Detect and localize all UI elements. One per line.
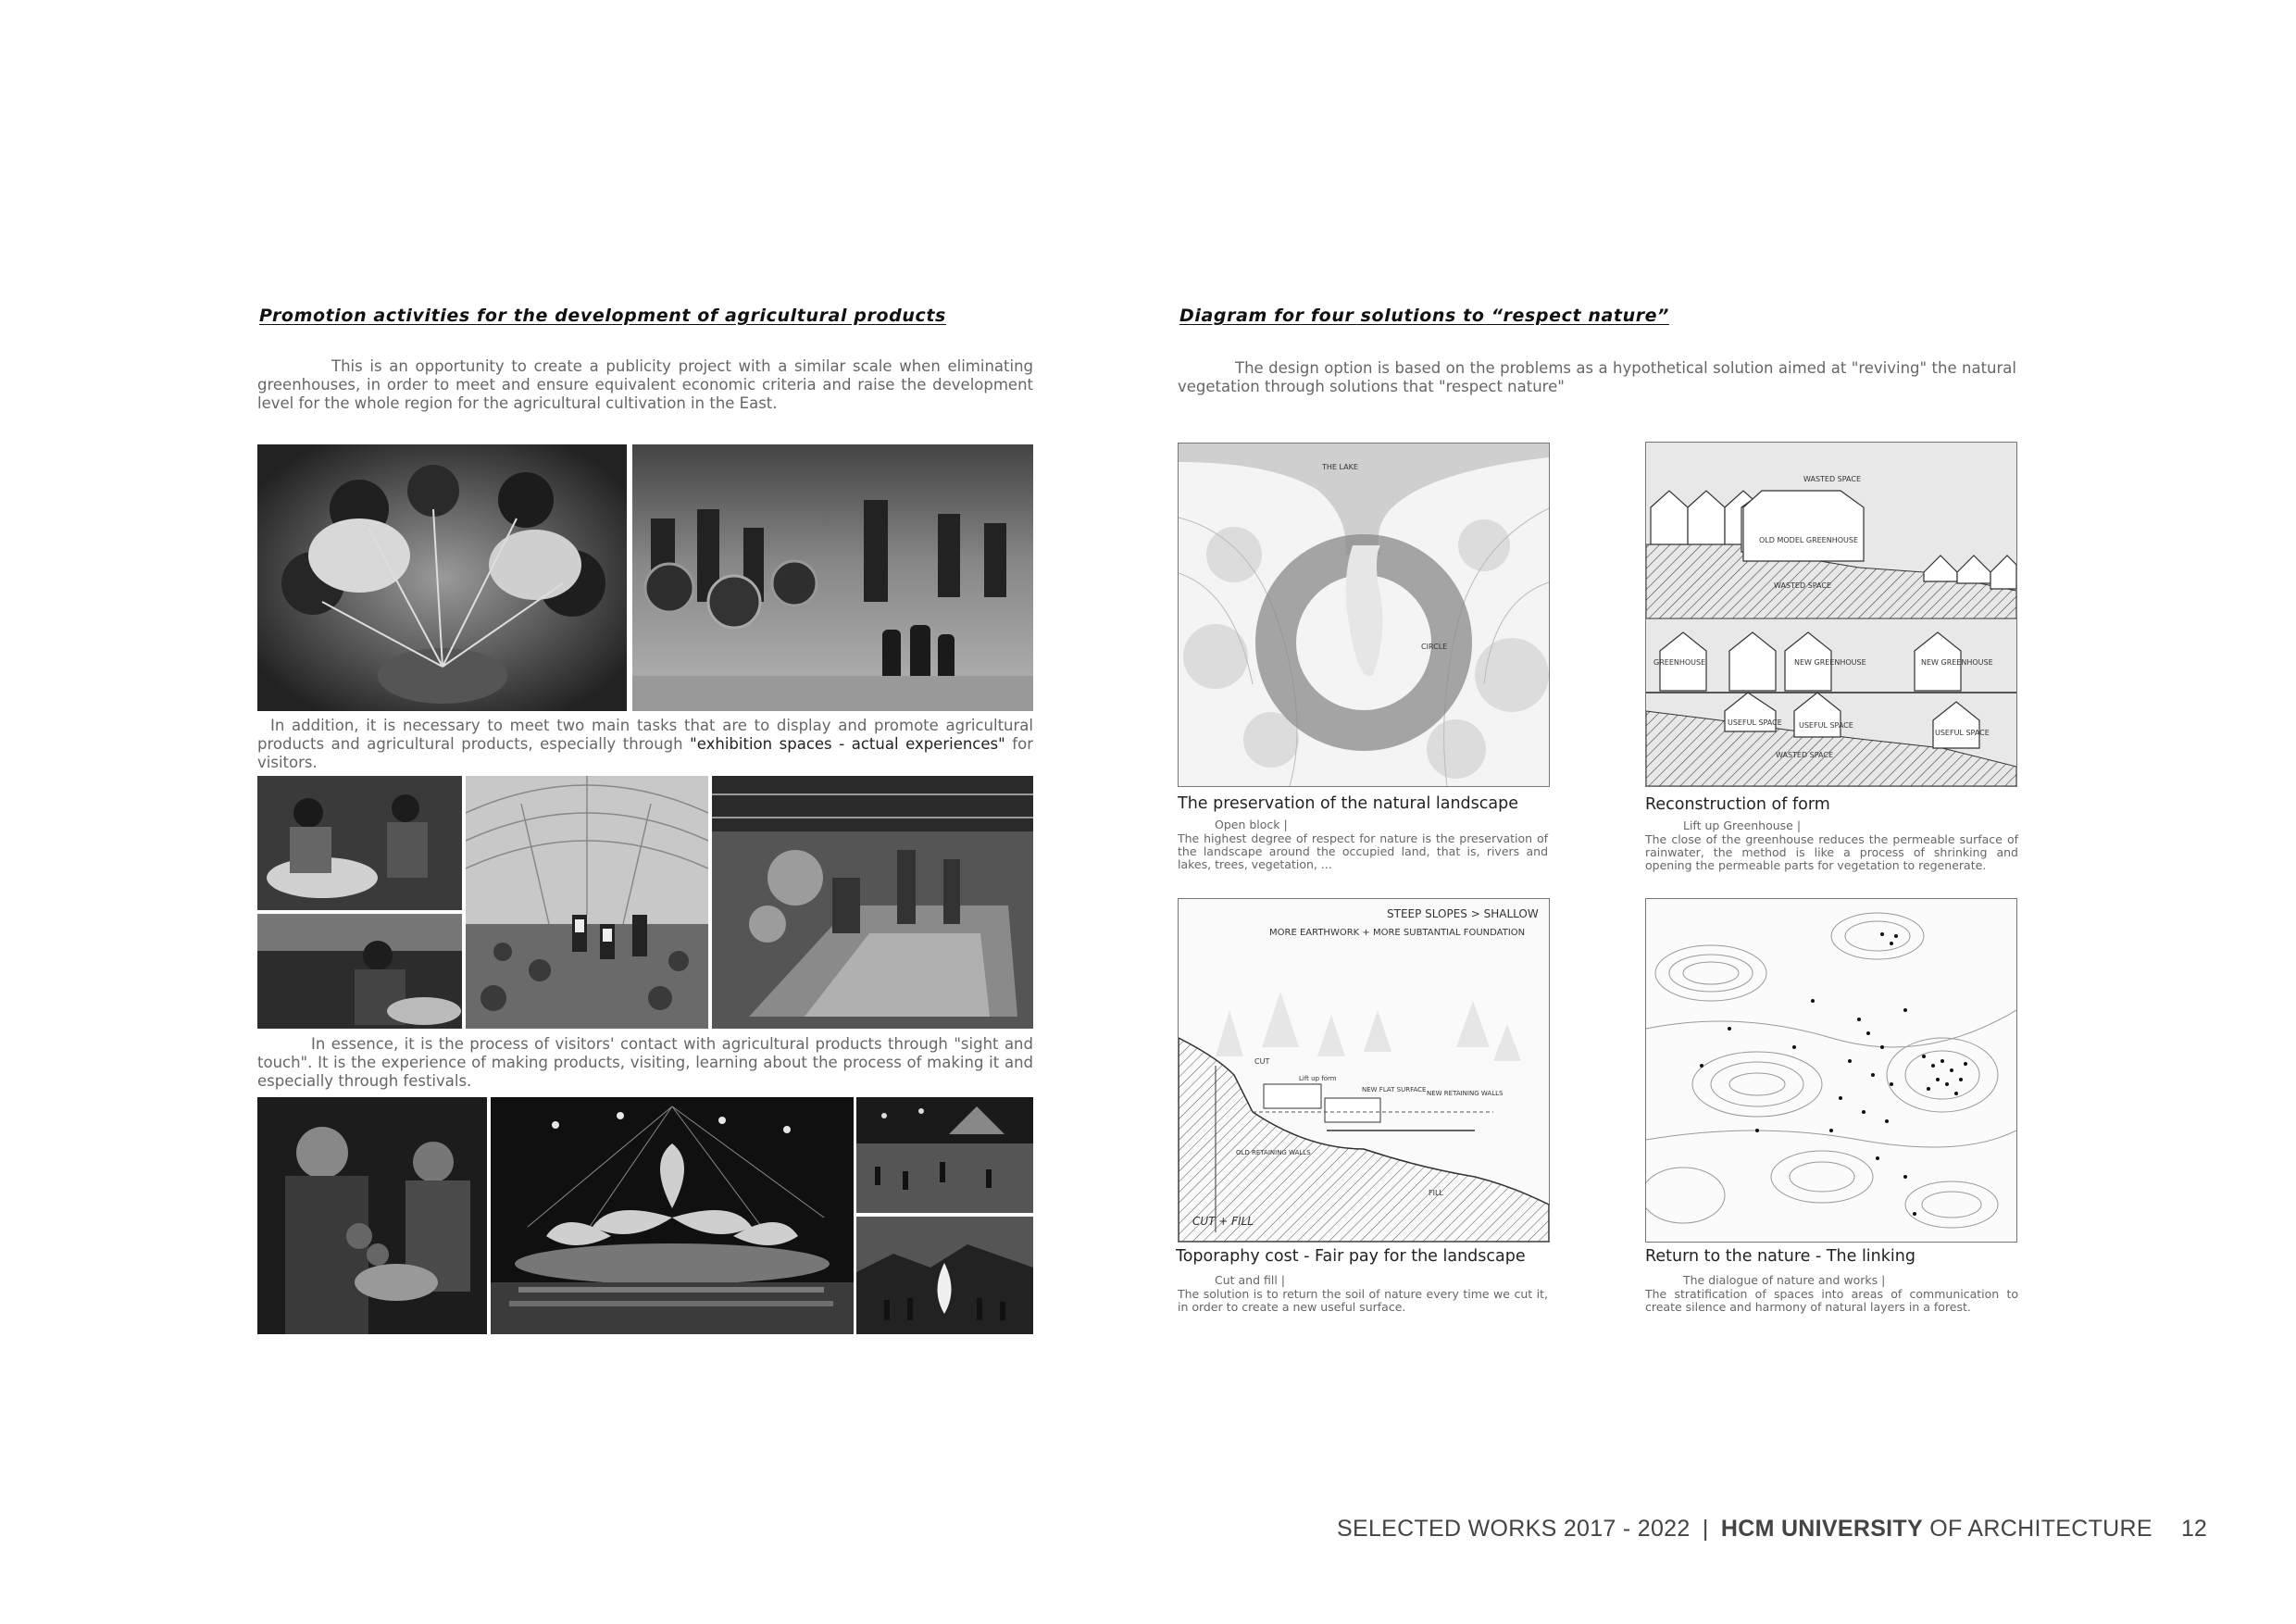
label-useful-space-2: USEFUL SPACE [1799,721,1853,730]
label-wasted-space-top: WASTED SPACE [1803,475,1862,483]
label-the-lake: THE LAKE [1322,463,1358,471]
diagram-3-description: The solution is to return the soil of nature every time we cut it, in order to create a new useful surface. [1178,1287,1548,1314]
label-useful-space-3: USEFUL SPACE [1935,729,1990,737]
label-new-flat-surface: NEW FLAT SURFACE [1362,1086,1427,1093]
right-heading: Diagram for four solutions to “respect nature” [1179,306,1669,326]
photo-factory-machinery [712,776,1033,1029]
diagram-2-subtitle: Lift up Greenhouse | [1683,818,1802,832]
label-lift-up-form: Lift up form [1299,1075,1337,1082]
photo-festival-stage [491,1097,854,1334]
label-greenhouse: GREENHOUSE [1653,658,1706,667]
photo-night-gathering [856,1097,1033,1213]
diagram-4-description: The stratification of spaces into areas of communication to create silence and harmony of natural layers in a forest. [1645,1287,2018,1314]
label-wasted-space-mid: WASTED SPACE [1774,581,1832,590]
diagram-1-description: The highest degree of respect for nature is the preservation of the landscape around the occupied land, that is, rivers and lakes, trees, vegetation, ... [1178,831,1548,871]
footer-school-bold: HCM UNIVERSITY [1720,1516,1923,1542]
diagram-2-title: Reconstruction of form [1645,795,1830,814]
footer-series-text: SELECTED WORKS 2017 - 2022 [1337,1516,1691,1542]
diagram-1-subtitle: Open block | [1215,818,1288,831]
diagram-3-title: Toporaphy cost - Fair pay for the landscape [1176,1247,1526,1266]
diagram-2-description: The close of the greenhouse reduces the permeable surface of rainwater, the method is like a process of shrinking and opening the permeable parts for vegetation to regenerate. [1645,832,2018,872]
label-new-greenhouse-2: NEW GREENHOUSE [1921,658,1993,667]
diagram-1-title: The preservation of the natural landscape [1178,794,1518,813]
diagram-4-title: Return to the nature - The linking [1645,1247,1915,1266]
label-cut-fill: CUT + FILL [1192,1215,1254,1228]
photo-gong-festival [632,444,1033,711]
photo-tea-ceremony [257,1097,487,1334]
left-heading: Promotion activities for the development of agricultural products [259,306,946,326]
photo-greenhouse-interior [466,776,708,1029]
photo-woman-weaving [257,914,462,1029]
label-circle: CIRCLE [1421,643,1448,651]
photo-straw-drinking-ritual [257,444,627,711]
label-new-retaining-walls: NEW RETAINING WALLS [1427,1090,1504,1097]
left-paragraph-exhibition: In addition, it is necessary to meet two main tasks that are to display and promote agricultural products and agricultural products, especially through "exhibition spaces - actual experiences" for visitors. [257,717,1033,771]
footer-series [1337,1516,2152,1543]
label-old-retaining-walls: OLD RETAINING WALLS [1236,1149,1311,1156]
label-steep-slopes: STEEP SLOPES > SHALLOW [1387,907,1539,920]
photo-rice-processing [257,776,462,910]
label-more-earthwork: MORE EARTHWORK + MORE SUBTANTIAL FOUNDATION [1269,928,1526,938]
label-old-model-greenhouse: OLD MODEL GREENHOUSE [1759,536,1859,544]
label-new-greenhouse-1: NEW GREENHOUSE [1794,658,1866,667]
label-useful-space-1: USEFUL SPACE [1728,718,1782,727]
diagram-reconstruction-form [1645,442,2017,787]
diagram-natural-landscape [1178,443,1550,787]
left-paragraph-essence: In essence, it is the process of visitors' contact with agricultural products through "sight and touch". It is the experience of making products, visiting, learning about the process of making it and especially through festivals. [257,1035,1033,1090]
left-intro-paragraph: This is an opportunity to create a publicity project with a similar scale when eliminating greenhouses, in order to meet and ensure equivalent economic criteria and raise the development level for the whole region for the agricultural cultivation in the East. [257,357,1033,412]
footer-separator: | [1702,1516,1709,1542]
label-cut: CUT [1254,1057,1270,1066]
label-wasted-space-bottom: WASTED SPACE [1776,751,1834,759]
photo-bonfire-dance [856,1217,1033,1334]
page-number: 12 [2181,1516,2207,1542]
diagram-topography-cost [1178,898,1550,1243]
diagram-return-to-nature [1645,898,2017,1243]
diagram-3-subtitle: Cut and fill | [1215,1273,1286,1287]
footer-school-rest: OF ARCHITECTURE [1922,1516,2152,1542]
diagram-4-subtitle: The dialogue of nature and works | [1683,1273,1886,1287]
label-fill: FILL [1429,1189,1443,1197]
right-intro-paragraph: The design option is based on the problems as a hypothetical solution aimed at "reviving" the natural vegetation through solutions that "respect nature" [1178,359,2016,395]
